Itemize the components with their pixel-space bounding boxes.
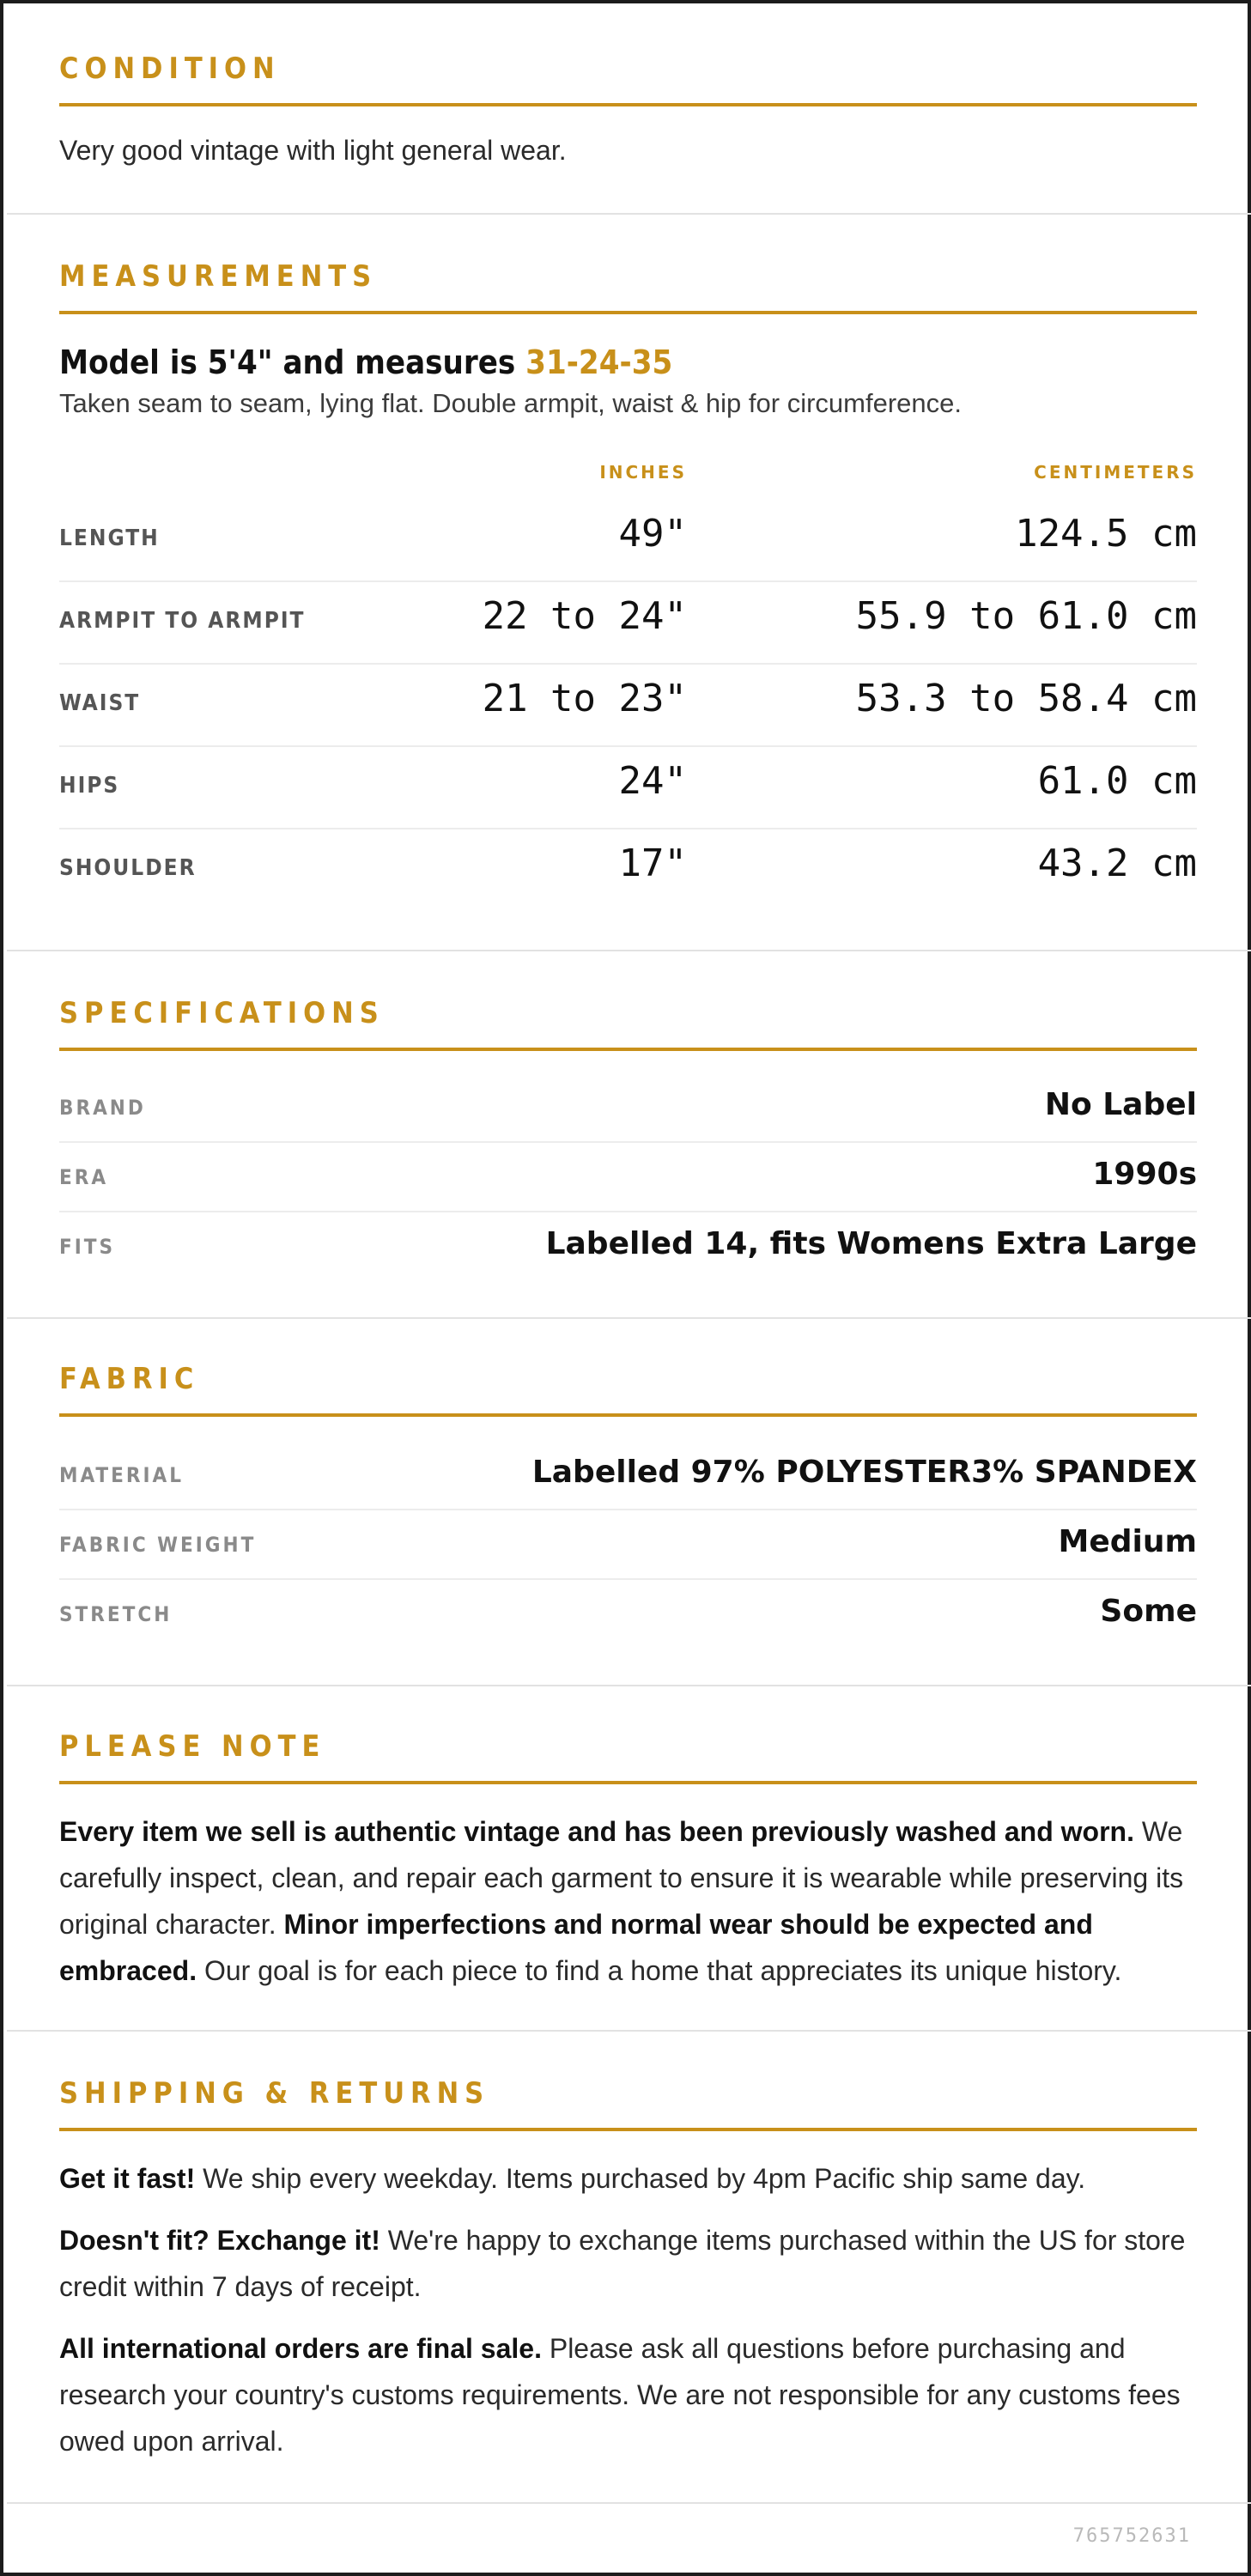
please-note-rule	[59, 1781, 1197, 1784]
measurement-row	[59, 582, 1197, 665]
measurement-label: WAIST	[59, 690, 141, 716]
fabric-label: FABRIC WEIGHT	[59, 1533, 257, 1557]
measurements-rule	[59, 311, 1197, 314]
inches-column-header: INCHES	[599, 462, 687, 483]
fabric-value: Medium	[1058, 1524, 1197, 1559]
please-note-heading: PLEASE NOTE	[59, 1729, 326, 1764]
shipping-paragraph	[59, 2155, 1197, 2202]
spec-row	[59, 1212, 1197, 1282]
measurement-cm: 124.5 cm	[1015, 512, 1197, 556]
spec-label: BRAND	[59, 1096, 146, 1120]
shipping-p2-bold: Doesn't fit? Exchange it!	[59, 2225, 380, 2256]
measurement-row	[59, 665, 1197, 747]
measurement-label: SHOULDER	[59, 855, 197, 881]
measurement-inches: 22 to 24"	[482, 594, 687, 638]
spec-row	[59, 1073, 1197, 1143]
specifications-section	[7, 951, 1251, 1319]
specifications-rule	[59, 1048, 1197, 1051]
centimeters-column-header: CENTIMETERS	[1034, 462, 1197, 483]
spec-row	[59, 1143, 1197, 1212]
spec-label: FITS	[59, 1235, 116, 1259]
please-note-bold-2: Minor imperfections and normal wear should be expected and embraced.	[59, 1909, 1093, 1986]
model-prefix: Model is 5'4" and measures	[59, 343, 526, 381]
measurement-row	[59, 747, 1197, 829]
measurement-cm: 43.2 cm	[1037, 841, 1197, 885]
fabric-row	[59, 1441, 1197, 1510]
condition-rule	[59, 103, 1197, 106]
fabric-row	[59, 1580, 1197, 1649]
condition-text: Very good vintage with light general wear.	[59, 135, 567, 166]
sku-number: 765752631	[1072, 2525, 1191, 2547]
measurements-subtitle: Taken seam to seam, lying flat. Double armpit, waist & hip for circumference.	[59, 388, 962, 418]
fabric-heading: FABRIC	[59, 1362, 200, 1396]
measurement-row	[59, 829, 1197, 912]
shipping-p2-text: We're happy to exchange items purchased within the US for store credit within 7 days of receipt.	[59, 2225, 1186, 2302]
spec-value: 1990s	[1092, 1157, 1197, 1192]
condition-heading: CONDITION	[59, 52, 281, 86]
measurement-row	[59, 500, 1197, 582]
specifications-heading: SPECIFICATIONS	[59, 996, 385, 1030]
fabric-label: STRETCH	[59, 1602, 173, 1626]
shipping-p3-text: Please ask all questions before purchasing and research your country's customs requirements. We are not responsible for any customs fees owed upon arrival.	[59, 2333, 1181, 2457]
model-stats: 31-24-35	[525, 343, 673, 381]
measurement-label: ARMPIT TO ARMPIT	[59, 608, 306, 634]
please-note-text-1: We carefully inspect, clean, and repair each garment to ensure it is wearable while preserving its original character.	[59, 1816, 1184, 1940]
shipping-heading: SHIPPING & RETURNS	[59, 2076, 490, 2111]
fabric-row	[59, 1510, 1197, 1580]
please-note-text-2: Our goal is for each piece to find a home that appreciates its unique history.	[197, 1955, 1122, 1986]
measurement-cm: 55.9 to 61.0 cm	[855, 594, 1197, 638]
fabric-value: Labelled 97% POLYESTER3% SPANDEX	[531, 1455, 1197, 1490]
fabric-value: Some	[1100, 1594, 1197, 1629]
measurement-inches: 24"	[618, 759, 687, 803]
fabric-label: MATERIAL	[59, 1463, 184, 1487]
please-note-bold-1: Every item we sell is authentic vintage and has been previously washed and worn.	[59, 1816, 1134, 1847]
please-note-section	[7, 1686, 1251, 2032]
measurement-inches: 49"	[618, 512, 687, 556]
measurements-heading: MEASUREMENTS	[59, 259, 378, 294]
measurement-label: HIPS	[59, 773, 120, 799]
measurement-cm: 61.0 cm	[1037, 759, 1197, 803]
condition-section	[7, 3, 1251, 215]
spec-value: No Label	[1044, 1087, 1197, 1122]
shipping-p1-text: We ship every weekday. Items purchased by 4pm Pacific ship same day.	[195, 2163, 1086, 2194]
fabric-rule	[59, 1413, 1197, 1417]
shipping-rule	[59, 2128, 1197, 2131]
shipping-p1-bold: Get it fast!	[59, 2163, 196, 2194]
please-note-text	[59, 1808, 1197, 1994]
measurement-inches: 21 to 23"	[482, 677, 687, 720]
shipping-p3-bold: All international orders are final sale.	[59, 2333, 542, 2364]
shipping-text	[59, 2155, 1197, 2464]
returns-paragraph	[59, 2217, 1197, 2310]
international-paragraph	[59, 2325, 1197, 2464]
shipping-section	[7, 2032, 1251, 2504]
measurement-label: LENGTH	[59, 526, 160, 551]
spec-label: ERA	[59, 1165, 109, 1189]
fabric-section	[7, 1319, 1251, 1686]
measurement-cm: 53.3 to 58.4 cm	[855, 677, 1197, 720]
measurement-inches: 17"	[618, 841, 687, 885]
measurements-section	[7, 215, 1251, 951]
model-measures	[59, 343, 1197, 381]
spec-value: Labelled 14, fits Womens Extra Large	[545, 1226, 1197, 1261]
